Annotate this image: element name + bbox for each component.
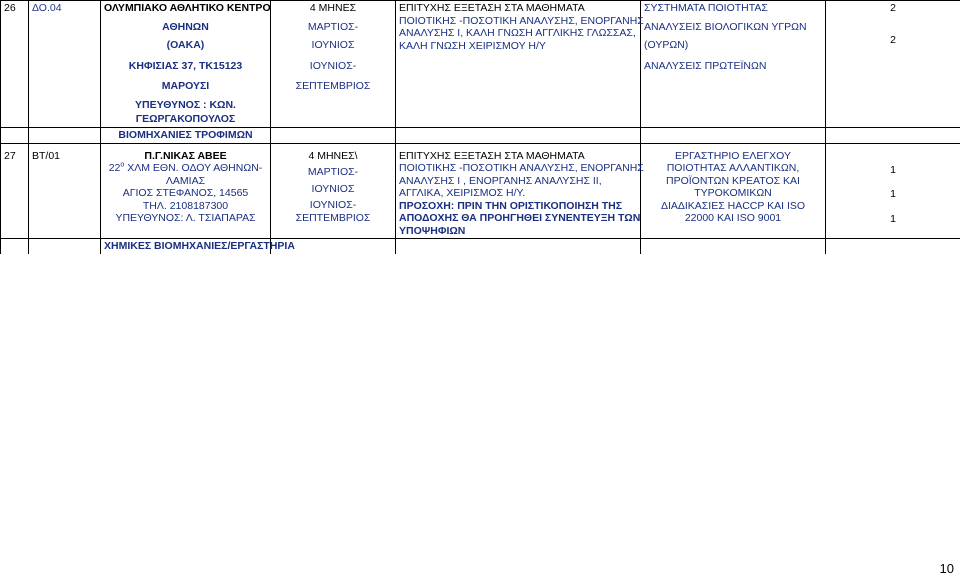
period-line: ΣΕΠΤΕΜΒΡΙΟΣ [295, 211, 371, 224]
provider-line: ΟΛΥΜΠΙΑΚΟ ΑΘΛΗΤΙΚΟ ΚΕΝΤΡΟ [104, 2, 271, 14]
provider-line: $22^o$ ΧΛΜ ΕΘΝ. ΟΔΟΥ ΑΘΗΝΩΝ- [108, 161, 263, 174]
table-row [1, 1, 960, 128]
requirement-line: ΚΑΛΗ ΓΝΩΣΗ ΧΕΙΡΙΣΜΟΥ Η/Υ [399, 39, 546, 52]
subject-cell [641, 143, 826, 239]
provider-line: ΜΑΡΟΥΣΙ [161, 80, 210, 92]
row-number: 27 [1, 143, 29, 239]
requirement-line: ΑΝΑΛΥΣΗΣ Ι, ΚΑΛΗ ΓΝΩΣΗ ΑΓΓΛΙΚΗΣ ΓΛΩΣΣΑΣ, [399, 27, 636, 39]
subject-line: ΤΥΡΟΚΟΜΙΚΩΝ [694, 187, 772, 199]
note-line: ΠΡΟΣΟΧΗ: ΠΡΙΝ ΤΗΝ ΟΡΙΣΤΙΚΟΠΟΙΗΣΗ ΤΗΣ [399, 199, 623, 212]
positions-count: 1 [890, 163, 896, 176]
period-line: ΙΟΥΝΙΟΣ [311, 182, 355, 195]
subject-line: ΑΝΑΛΥΣΕΙΣ ΒΙΟΛΟΓΙΚΩΝ ΥΓΡΩΝ [644, 20, 807, 33]
positions-cell [826, 1, 960, 128]
period-line: 4 ΜΗΝΕΣ\ [308, 149, 358, 162]
provider-line: ΥΠΕΥΘΥΝΟΣ : ΚΩΝ. [135, 98, 236, 111]
note-line: ΥΠΟΨΗΦΙΩΝ [399, 224, 466, 237]
subject-cell [641, 1, 826, 128]
position-code: ΔΟ.04 [29, 1, 101, 128]
provider-line: ΑΓΙΟΣ ΣΤΕΦΑΝΟΣ, 14565 [122, 187, 249, 199]
internship-table [0, 0, 960, 254]
subject-line: ΣΥΣΤΗΜΑΤΑ ΠΟΙΟΤΗΤΑΣ [644, 2, 768, 14]
positions-cell [826, 143, 960, 239]
provider-line: ΛΑΜΙΑΣ [165, 174, 206, 187]
position-code: ΒΤ/01 [29, 143, 101, 239]
provider-line: ΥΠΕΥΘΥΝΟΣ: Λ. ΤΣΙΑΠΑΡΑΣ [115, 212, 256, 224]
period-line: 4 ΜΗΝΕΣ [309, 2, 357, 14]
page-number: 10 [939, 561, 954, 576]
requirement-line: ΠΟΙΟΤΙΚΗΣ -ΠΟΣΟΤΙΚΗ ΑΝΑΛΥΣΗΣ, ΕΝΟΡΓΑΝΗΣ [399, 14, 644, 27]
period-line: ΜΑΡΤΙΟΣ- [307, 20, 359, 33]
requirements-cell [396, 143, 644, 239]
positions-count: 1 [890, 212, 896, 225]
period-cell [271, 1, 396, 128]
provider-line: (ΟΑΚΑ) [166, 39, 205, 51]
requirement-line: ΠΟΙΟΤΙΚΗΣ -ΠΟΣΟΤΙΚΗ ΑΝΑΛΥΣΗΣ, ΕΝΟΡΓΑΝΗΣ [399, 162, 644, 174]
row-number: 26 [1, 1, 29, 128]
positions-count: 2 [890, 33, 896, 46]
table-row [1, 143, 960, 239]
subject-line: ΔΙΑΔΙΚΑΣΙΕΣ HACCP ΚΑΙ ISO [660, 199, 806, 212]
requirement-line: ΕΠΙΤΥΧΗΣ ΕΞΕΤΑΣΗ ΣΤΑ ΜΑΘΗΜΑΤΑ [399, 2, 585, 14]
subject-line: ΕΡΓΑΣΤΗΡΙΟ ΕΛΕΓΧΟΥ [675, 149, 791, 162]
period-line: ΜΑΡΤΙΟΣ- [307, 166, 359, 178]
provider-cell [101, 143, 271, 239]
requirement-line: ΕΠΙΤΥΧΗΣ ΕΞΕΤΑΣΗ ΣΤΑ ΜΑΘΗΜΑΤΑ [399, 149, 585, 162]
period-line: ΙΟΥΝΙΟΣ- [309, 199, 357, 211]
note-line: ΑΠΟΔΟΧΗΣ ΘΑ ΠΡΟΗΓΗΘΕΙ ΣΥΝΕΝΤΕΥΞΗ ΤΩΝ [399, 212, 641, 224]
subject-line: (ΟΥΡΩΝ) [644, 39, 689, 51]
subject-line: ΠΡΟΪΟΝΤΩΝ ΚΡΕΑΤΟΣ ΚΑΙ [666, 174, 800, 187]
provider-cell [101, 1, 271, 128]
positions-count: 2 [890, 2, 896, 14]
provider-name: Π.Γ.ΝΙΚΑΣ ΑΒΕΕ [144, 149, 227, 162]
provider-line: ΤΗΛ. 2108187300 [142, 199, 229, 212]
subject-line: ΠΟΙΟΤΗΤΑΣ ΑΛΛΑΝΤΙΚΩΝ, [666, 162, 800, 174]
provider-line: ΚΗΦΙΣΙΑΣ 37, ΤΚ15123 [128, 59, 243, 72]
subject-line: ΑΝΑΛΥΣΕΙΣ ΠΡΩΤΕΪΝΩΝ [644, 59, 767, 72]
requirement-line: ΑΓΓΛΙΚΑ, ΧΕΙΡΙΣΜΟΣ Η/Υ. [399, 187, 526, 199]
subject-line: 22000 ΚΑΙ ISO 9001 [684, 212, 782, 224]
provider-line: ΓΕΩΡΓΑΚΟΠΟΥΛΟΣ [135, 113, 236, 125]
category-label: ΒΙΟΜΗΧΑΝΙΕΣ ΤΡΟΦΙΜΩΝ [101, 127, 271, 143]
positions-count: 1 [890, 188, 896, 200]
requirement-line: ΑΝΑΛΥΣΗΣ Ι , ΕΝΟΡΓΑΝΗΣ ΑΝΑΛΥΣΗΣ ΙΙ, [399, 174, 602, 187]
period-line: ΙΟΥΝΙΟΣ- [309, 59, 357, 72]
period-line: ΙΟΥΝΙΟΣ [311, 39, 355, 51]
provider-line: ΑΘΗΝΩΝ [162, 20, 209, 33]
period-line: ΣΕΠΤΕΜΒΡΙΟΣ [295, 80, 371, 92]
category-label: ΧΗΜΙΚΕΣ ΒΙΟΜΗΧΑΝΙΕΣ/ΕΡΓΑΣΤΗΡΙΑ [101, 239, 271, 254]
period-cell [271, 143, 396, 239]
requirements-cell [396, 1, 644, 128]
